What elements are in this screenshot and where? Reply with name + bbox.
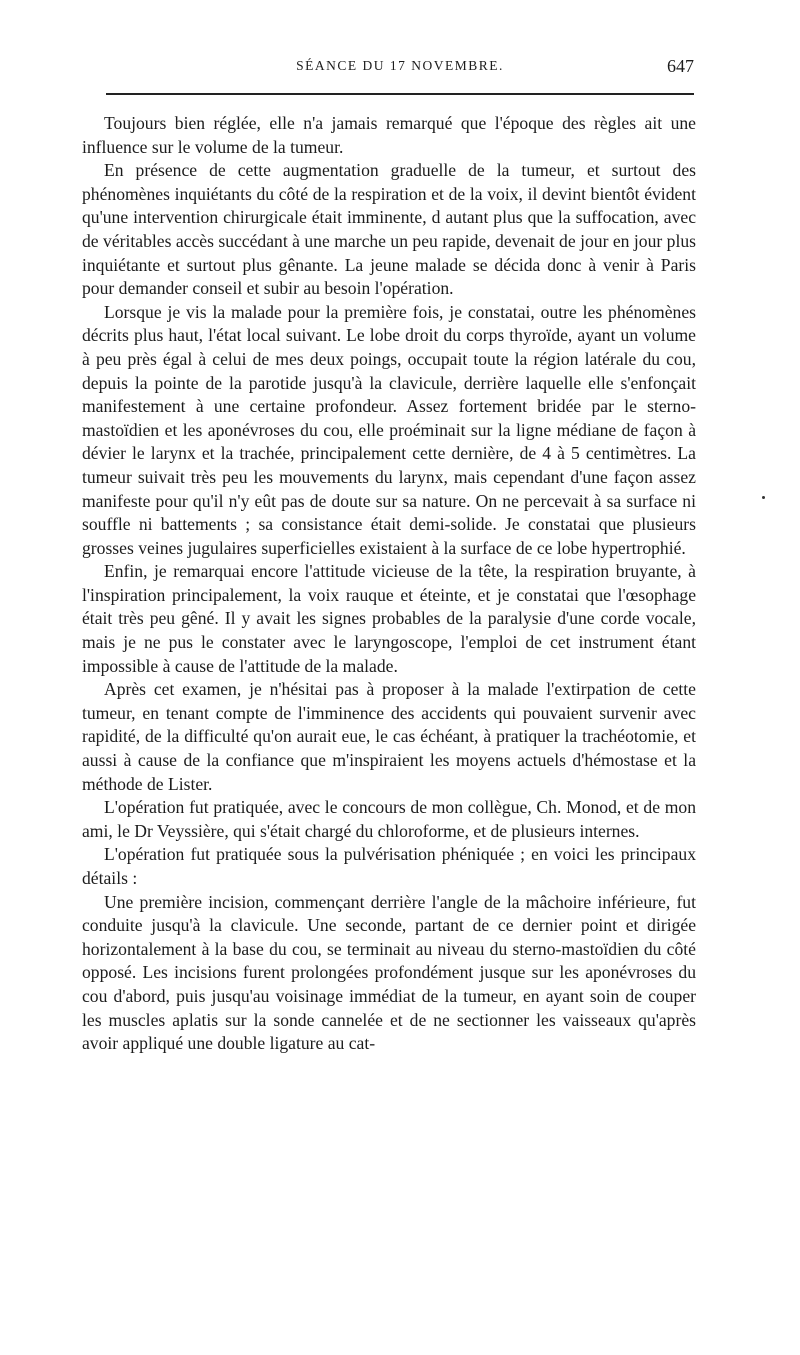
paragraph: En présence de cette augmentation graduelle de la tumeur, et surtout des phénomènes inquiétants du côté de la respiration et de la voix, il devint bientôt évident qu'une intervention chirurgicale était imminente, d autant plus que la suffocation, avec de véritables accès succédant à une marche un peu rapide, devenait de jour en jour plus inquiétante et surtout plus gênante. La jeune malade se décida donc à venir à Paris pour demander conseil et subir au besoin l'opération. [82,160,696,299]
paragraph: L'opération fut pratiquée sous la pulvérisation phéniquée ; en voici les principaux détails : [82,844,696,888]
paragraph: Après cet examen, je n'hésitai pas à proposer à la malade l'extirpation de cette tumeur, en tenant compte de l'imminence des accidents qui pouvaient survenir avec rapidité, de la difficulté qu'on aurait eue, le cas échéant, à pratiquer la trachéotomie, et aussi à cause de la confiance que m'inspiraient les moyens actuels d'hémostase et la méthode de Lister. [82,679,696,794]
paragraph: Toujours bien réglée, elle n'a jamais remarqué que l'époque des règles ait une influence sur le volume de la tumeur. [82,113,696,157]
header-rule [106,93,694,95]
page-number: 647 [667,56,694,76]
paragraph: Enfin, je remarquai encore l'attitude vicieuse de la tête, la respiration bruyante, à l'inspiration principalement, la voix rauque et éteinte, et je constatai que l'œsophage était très peu gêné. Il y avait les signes probables de la paralysie d'une corde vocale, mais je ne pus le constater avec le laryngoscope, l'emploi de cet instrument étant impossible à cause de l'attitude de la malade. [82,561,696,676]
paragraph: L'opération fut pratiquée, avec le concours de mon collègue, Ch. Monod, et de mon ami, le Dr Veyssière, qui s'était chargé du chloroforme, et de plusieurs internes. [82,797,696,841]
paragraph: Lorsque je vis la malade pour la première fois, je constatai, outre les phénomènes décrits plus haut, l'état local suivant. Le lobe droit du corps thyroïde, ayant un volume à peu près égal à celui de mes deux poings, occupait toute la région latérale du cou, depuis la pointe de la parotide jusqu'à la clavicule, derrière laquelle elle s'enfonçait manifestement à une certaine profondeur. Assez fortement bridée par le sterno-mastoïdien et les aponévroses du cou, elle proéminait sur la ligne médiane de façon à dévier le larynx et la trachée, principalement cette dernière, de 4 à 5 centimètres. La tumeur suivait très peu les mouvements du larynx, mais cependant d'une façon assez manifeste pour qu'il n'y eût pas de doute sur sa nature. On ne percevait à sa surface ni souffle ni battements ; sa consistance était demi-solide. Je constatai que plusieurs grosses veines jugulaires superficielles existaient à la surface de ce lobe hypertrophié. [82,301,696,558]
running-head: SÉANCE DU 17 NOVEMBRE. [296,58,504,73]
paragraph: Une première incision, commençant derrière l'angle de la mâchoire inférieure, fut conduite jusqu'à la clavicule. Une seconde, partant de ce dernier point et dirigée horizontalement à la base du cou, se terminait au niveau du sterno-mastoïdien du côté opposé. Les incisions furent prolongées profondément jusque sur les aponévroses du cou d'abord, puis jusqu'au voisinage immédiat de la tumeur, en ayant soin de couper les muscles aplatis sur la sonde cannelée et de ne sectionner les vaisseaux qu'après avoir appliqué une double ligature au cat- [82,891,696,1054]
body-text [82,112,696,1056]
page-header [106,58,694,82]
margin-speck [762,496,765,499]
